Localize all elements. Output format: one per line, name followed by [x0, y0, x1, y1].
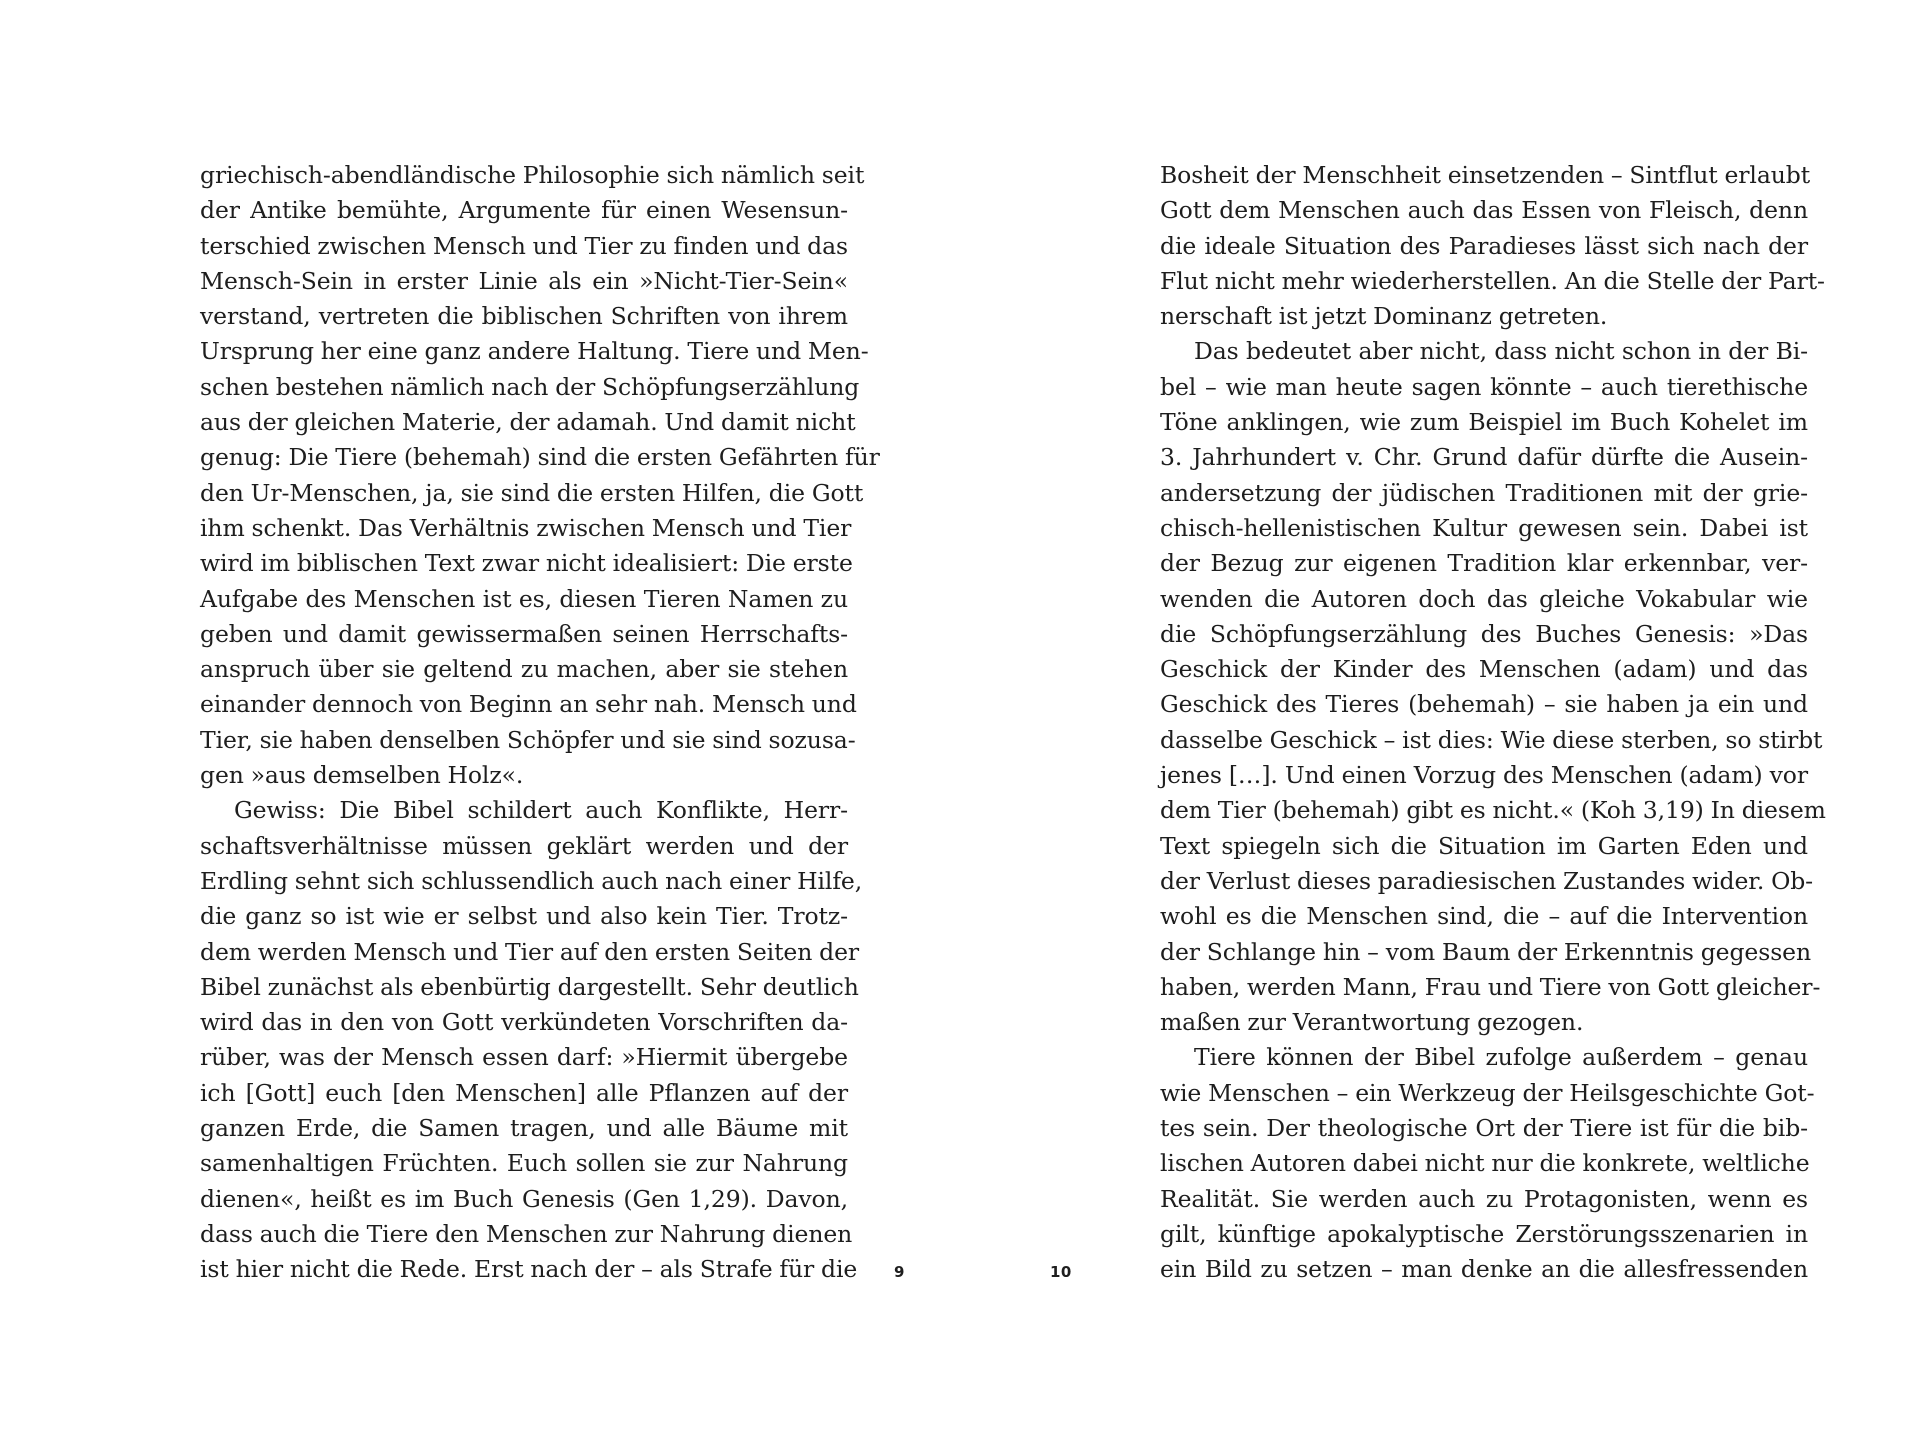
text-line: anspruch über sie geltend zu machen, aber sie stehen — [200, 655, 848, 684]
text-line: Erdling sehnt sich schlussendlich auch nach einer Hilfe, — [200, 866, 863, 895]
text-line: chisch-hellenistischen Kultur gewesen sein. Dabei ist — [1160, 513, 1808, 542]
text-line: Ursprung her eine ganz andere Haltung. Tiere und Men- — [200, 337, 869, 366]
text-line: wenden die Autoren doch das gleiche Vokabular wie — [1160, 584, 1808, 613]
text-line: schen bestehen nämlich nach der Schöpfungserzählung — [200, 372, 860, 401]
text-line: gilt, künftige apokalyptische Zerstörungsszenarien in — [1160, 1219, 1808, 1248]
text-line: Gewiss: Die Bibel schildert auch Konflikte, Herr- — [234, 796, 848, 825]
text-line: der Bezug zur eigenen Tradition klar erkennbar, ver- — [1160, 549, 1808, 578]
right-text-column — [1160, 158, 1826, 1288]
text-line: ich [Gott] euch [den Menschen] alle Pflanzen auf der — [200, 1078, 848, 1107]
text-line: Tier, sie haben denselben Schöpfer und sie sind sozusa- — [200, 725, 856, 754]
text-line: der Verlust dieses paradiesischen Zustandes wider. Ob- — [1160, 866, 1814, 895]
text-line: dem werden Mensch und Tier auf den ersten Seiten der — [200, 937, 860, 966]
text-line: Aufgabe des Menschen ist es, diesen Tieren Namen zu — [200, 584, 848, 613]
text-line: lischen Autoren dabei nicht nur die konkrete, weltliche — [1160, 1149, 1810, 1178]
text-line: Bosheit der Menschheit einsetzenden – Sintflut erlaubt — [1160, 161, 1811, 189]
text-line: die Schöpfungserzählung des Buches Genesis: »Das — [1160, 619, 1808, 648]
text-line: griechisch-abendländische Philosophie sich nämlich seit — [200, 161, 865, 189]
text-line: bel – wie man heute sagen könnte – auch tierethische — [1160, 372, 1808, 401]
text-line: der Schlange hin – vom Baum der Erkenntnis gegessen — [1160, 937, 1812, 966]
text-line: verstand, vertreten die biblischen Schriften von ihrem — [200, 302, 848, 331]
text-line: Bibel zunächst als ebenbürtig dargestellt. Sehr deutlich — [200, 972, 859, 1001]
text-line: ganzen Erde, die Samen tragen, und alle Bäume mit — [200, 1114, 848, 1143]
text-line: Gott dem Menschen auch das Essen von Fleisch, denn — [1160, 196, 1808, 225]
text-line: 3. Jahrhundert v. Chr. Grund dafür dürfte die Ausein- — [1160, 443, 1808, 472]
text-line: wird im biblischen Text zwar nicht idealisiert: Die erste — [200, 549, 853, 578]
text-line: dienen«, heißt es im Buch Genesis (Gen 1,29). Davon, — [200, 1184, 848, 1213]
text-line: nerschaft ist jetzt Dominanz getreten. — [1160, 302, 1608, 331]
text-line: Töne anklingen, wie zum Beispiel im Buch Kohelet im — [1160, 408, 1808, 437]
text-line: geben und damit gewissermaßen seinen Herrschafts- — [200, 619, 848, 648]
text-line: wie Menschen – ein Werkzeug der Heilsgeschichte Got- — [1160, 1078, 1815, 1107]
page-number-right: 10 — [1050, 1263, 1072, 1281]
text-line: der Antike bemühte, Argumente für einen Wesensun- — [200, 196, 848, 225]
text-line: die ideale Situation des Paradieses lässt sich nach der — [1160, 231, 1808, 260]
text-line: andersetzung der jüdischen Traditionen mit der grie- — [1160, 478, 1808, 507]
text-line: aus der gleichen Materie, der adamah. Und damit nicht — [200, 408, 856, 437]
text-line: ein Bild zu setzen – man denke an die allesfressenden — [1160, 1255, 1808, 1284]
text-line: Text spiegeln sich die Situation im Garten Eden und — [1160, 831, 1808, 860]
text-line: Das bedeutet aber nicht, dass nicht schon in der Bi- — [1194, 337, 1808, 366]
text-line: rüber, was der Mensch essen darf: »Hiermit übergebe — [200, 1043, 848, 1072]
text-line: wird das in den von Gott verkündeten Vorschriften da- — [200, 1008, 848, 1037]
text-line: gen »aus demselben Holz«. — [200, 761, 524, 790]
text-line: die ganz so ist wie er selbst und also kein Tier. Trotz- — [200, 902, 848, 931]
left-text-column — [200, 158, 880, 1288]
text-line: den Ur-Menschen, ja, sie sind die ersten Hilfen, die Gott — [200, 478, 864, 507]
text-line: genug: Die Tiere (behemah) sind die ersten Gefährten für — [200, 443, 880, 472]
text-line: schaftsverhältnisse müssen geklärt werden und der — [200, 831, 848, 860]
text-line: dasselbe Geschick – ist dies: Wie diese sterben, so stirbt — [1160, 725, 1823, 754]
page-number-left: 9 — [894, 1263, 905, 1281]
text-line: Tiere können der Bibel zufolge außerdem – genau — [1194, 1043, 1808, 1072]
text-line: tes sein. Der theologische Ort der Tiere ist für die bib- — [1160, 1114, 1808, 1143]
text-line: dem Tier (behemah) gibt es nicht.« (Koh 3,19) In diesem — [1160, 796, 1826, 825]
text-line: ihm schenkt. Das Verhältnis zwischen Mensch und Tier — [200, 513, 852, 542]
text-line: Geschick des Tieres (behemah) – sie haben ja ein und — [1160, 690, 1808, 719]
text-line: wohl es die Menschen sind, die – auf die Intervention — [1160, 902, 1808, 931]
text-line: Geschick der Kinder des Menschen (adam) und das — [1160, 655, 1808, 684]
text-line: haben, werden Mann, Frau und Tiere von Gott gleicher- — [1160, 972, 1821, 1001]
text-line: einander dennoch von Beginn an sehr nah. Mensch und — [200, 690, 857, 719]
text-line: Realität. Sie werden auch zu Protagonisten, wenn es — [1160, 1184, 1808, 1213]
text-line: dass auch die Tiere den Menschen zur Nahrung dienen — [200, 1219, 853, 1248]
text-line: samenhaltigen Früchten. Euch sollen sie zur Nahrung — [200, 1149, 848, 1178]
text-line: ist hier nicht die Rede. Erst nach der – als Strafe für die — [200, 1255, 858, 1284]
text-line: Mensch-Sein in erster Linie als ein »Nicht-Tier-Sein« — [200, 266, 848, 295]
right-page — [960, 0, 1920, 1456]
text-line: Flut nicht mehr wiederherstellen. An die Stelle der Part- — [1160, 266, 1825, 295]
text-line: jenes […]. Und einen Vorzug des Menschen (adam) vor — [1160, 761, 1808, 790]
text-line: maßen zur Verantwortung gezogen. — [1160, 1008, 1584, 1037]
text-line: terschied zwischen Mensch und Tier zu finden und das — [200, 231, 848, 260]
